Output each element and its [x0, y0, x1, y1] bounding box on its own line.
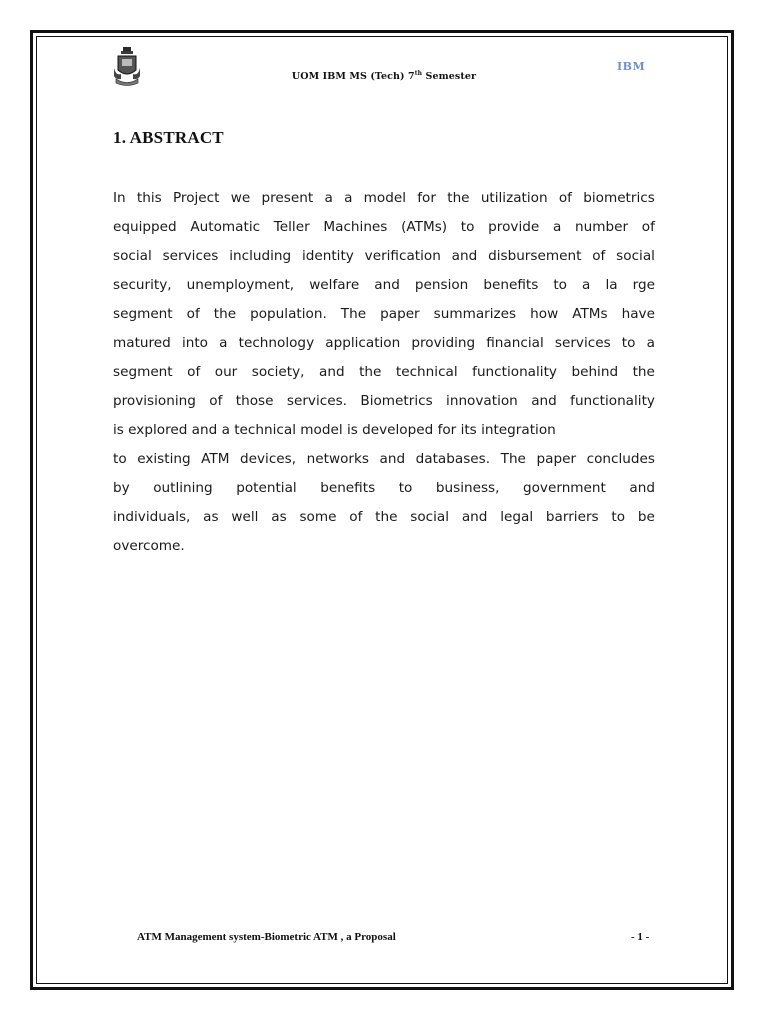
section-heading: 1. ABSTRACT — [113, 128, 224, 147]
abstract-line: provisioning of those services. Biometrics innovation and functionality — [113, 393, 655, 409]
header-title-end: Semester — [422, 71, 477, 82]
footer-document-title: ATM Management system-Biometric ATM , a Proposal — [137, 931, 396, 943]
abstract-line: In this Project we present a a model for the utilization of biometrics — [113, 190, 655, 206]
abstract-line: segment of the population. The paper summarizes how ATMs have — [113, 306, 655, 322]
abstract-line: individuals, as well as some of the social and legal barriers to be — [113, 509, 655, 525]
header-title-main: UOM IBM MS (Tech) 7 — [291, 71, 415, 82]
abstract-line: overcome. — [113, 538, 185, 554]
abstract-line: segment of our society, and the technical functionality behind the — [113, 364, 655, 380]
abstract-line: equipped Automatic Teller Machines (ATMs) to provide a number of — [113, 219, 655, 235]
abstract-line: social services including identity verification and disbursement of social — [113, 248, 655, 264]
header-title-superscript: th — [414, 69, 423, 77]
ibm-logo: IBM — [617, 60, 646, 73]
footer-page-number: - 1 - — [631, 931, 650, 943]
abstract-line: security, unemployment, welfare and pension benefits to a la rge — [113, 277, 655, 293]
abstract-line: to existing ATM devices, networks and databases. The paper concludes — [113, 451, 655, 467]
abstract-line: by outlining potential benefits to business, government and — [113, 480, 655, 496]
abstract-line: is explored and a technical model is developed for its integration — [113, 422, 556, 438]
abstract-paragraph — [113, 184, 655, 561]
abstract-line: matured into a technology application providing financial services to a — [113, 335, 655, 351]
page-header-title — [0, 71, 768, 82]
